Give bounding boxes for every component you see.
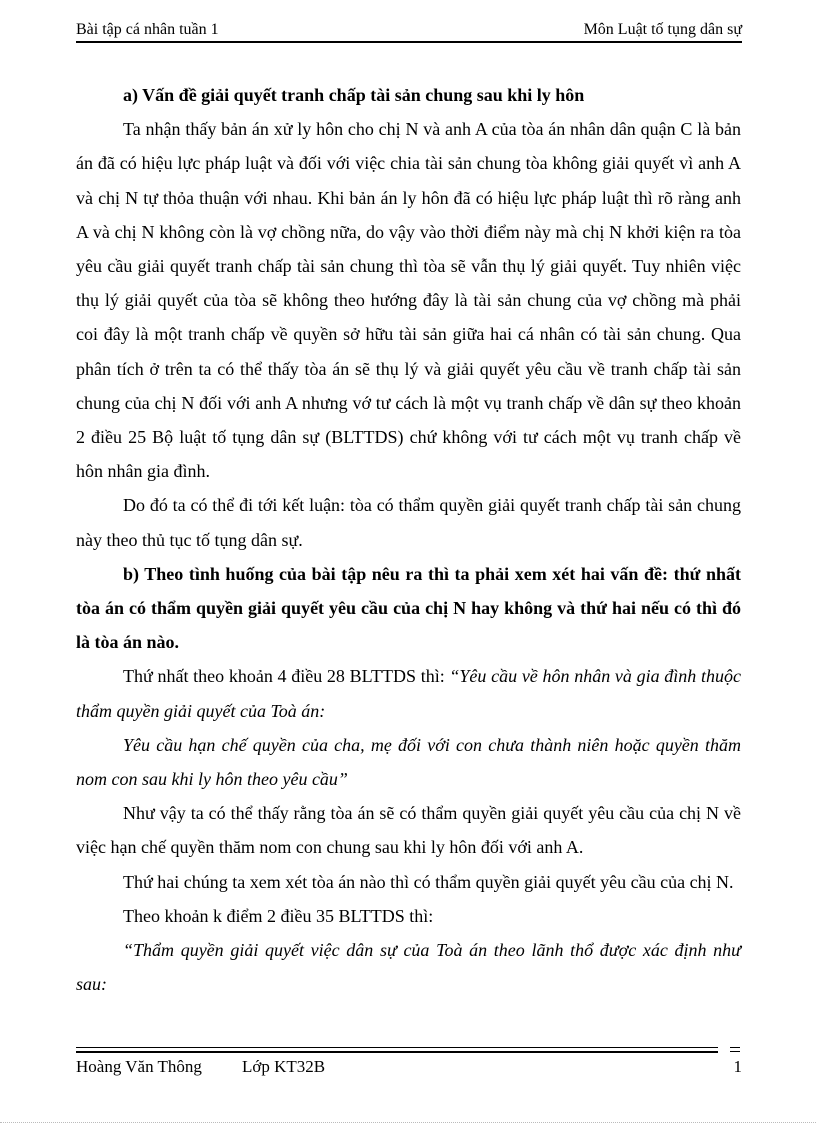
paragraph-2: Do đó ta có thể đi tới kết luận: tòa có thẩm quyền giải quyết tranh chấp tài sản chung này theo thủ tục tố tụng dân sự. bbox=[76, 495, 741, 550]
paragraph-3-quote: “Yêu cầu về hôn nhân và gia đình thuộc thẩm quyền giải quyết của Toà án: bbox=[76, 666, 741, 721]
paragraph-5: Như vậy ta có thể thấy rằng tòa án sẽ có thẩm quyền giải quyết yêu cầu của chị N về việc hạn chế quyền thăm nom con chung sau khi ly hôn đối với anh A. bbox=[76, 803, 741, 858]
header-rule bbox=[76, 41, 742, 43]
footer-rule-top bbox=[76, 1047, 718, 1048]
paragraph-6: Thứ hai chúng ta xem xét tòa án nào thì có thẩm quyền giải quyết yêu cầu của chị N. bbox=[123, 871, 734, 892]
footer-page-mark bbox=[730, 1047, 740, 1055]
footer-class: Lớp KT32B bbox=[242, 1057, 326, 1076]
section-a-heading: a) Vấn đề giải quyết tranh chấp tài sản chung sau khi ly hôn bbox=[123, 85, 585, 105]
paragraph-3-text: Thứ nhất theo khoản 4 điều 28 BLTTDS thì: bbox=[123, 666, 450, 687]
paragraph-8-quote: “Thẩm quyền giải quyết việc dân sự của Toà án theo lãnh thổ được xác định như sau: bbox=[76, 940, 741, 995]
page-number: 1 bbox=[733, 1057, 742, 1076]
footer-rule-bottom bbox=[76, 1051, 718, 1053]
footer-author: Hoàng Văn Thông bbox=[76, 1057, 202, 1076]
paragraph-3 bbox=[76, 659, 741, 727]
section-b-heading: b) Theo tình huống của bài tập nêu ra thì ta phải xem xét hai vấn đề: thứ nhất tòa án có thẩm quyền giải quyết yêu cầu của chị N hay không và thứ hai nếu có thì đó là tòa án nào. bbox=[76, 563, 741, 653]
document-body bbox=[76, 78, 741, 1001]
paragraph-4-quote: Yêu cầu hạn chế quyền của cha, mẹ đối với con chưa thành niên hoặc quyền thăm nom con sau khi ly hôn theo yêu cầu” bbox=[76, 734, 741, 790]
header-right-title: Môn Luật tố tụng dân sự bbox=[583, 21, 742, 38]
page-footer bbox=[76, 1055, 742, 1079]
header-left-title: Bài tập cá nhân tuần 1 bbox=[76, 21, 219, 38]
page-header bbox=[76, 18, 742, 42]
paragraph-7: Theo khoản k điểm 2 điều 35 BLTTDS thì: bbox=[123, 905, 434, 926]
paragraph-1: Ta nhận thấy bản án xử ly hôn cho chị N và anh A của tòa án nhân dân quận C là bản án đã có hiệu lực pháp luật và đối với việc chia tài sản chung tòa không giải quyết vì anh A và chị N tự thỏa thuận với nhau. Khi bản án ly hôn đã có hiệu lực pháp luật thì rõ ràng anh A và chị N không còn là vợ chồng nữa, do vậy vào thời điểm này mà chị N khởi kiện ra tòa yêu cầu giải quyết tranh chấp tài sản chung thì tòa sẽ vẫn thụ lý giải quyết. Tuy nhiên việc thụ lý giải quyết của tòa sẽ không theo hướng đây là tài sản chung của vợ chồng mà phải coi đây là một tranh chấp về quyền sở hữu tài sản giữa hai cá nhân có tài sản chung. Qua phân tích ở trên ta có thể thấy tòa án sẽ thụ lý và giải quyết yêu cầu về tranh chấp tài sản chung của chị N đối với anh A nhưng vớ tư cách là một vụ tranh chấp về dân sự theo khoản 2 điều 25 Bộ luật tố tụng dân sự (BLTTDS) chứ không với tư cách một vụ tranh chấp về hôn nhân gia đình. bbox=[76, 119, 741, 482]
